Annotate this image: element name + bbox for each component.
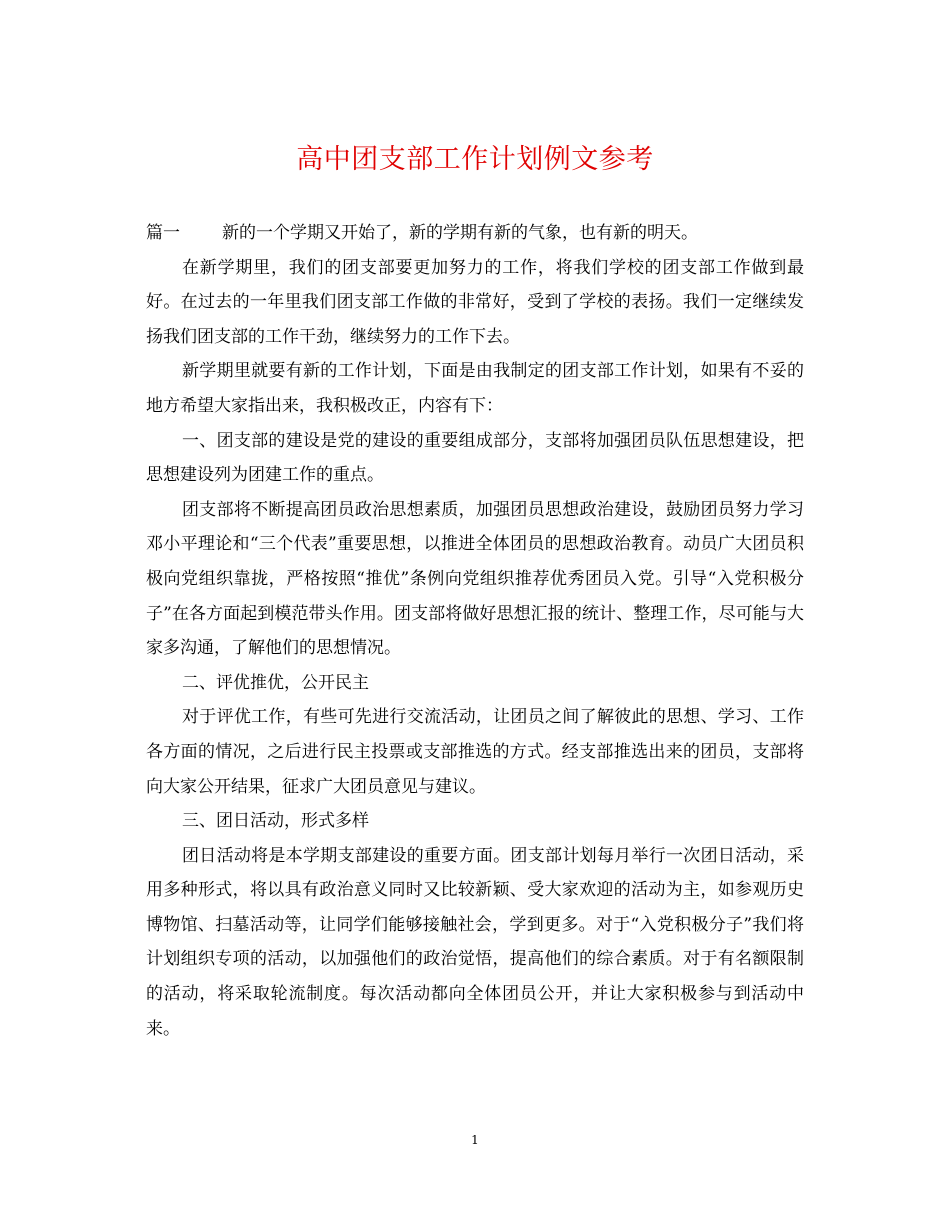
body-paragraph: 团日活动将是本学期支部建设的重要方面。团支部计划每月举行一次团日活动，采用多种形式，将以具有政治意义同时又比较新颖、受大家欢迎的活动为主，如参观历史博物馆、扫墓活动等，让同学们能够接触社会，学到更多。对于“入党积极分子”我们将计划组织专项的活动，以加强他们的政治觉悟，提高他们的综合素质。对于有名额限制的活动，将采取轮流制度。每次活动都向全体团员公开，并让大家积极参与到活动中来。 <box>146 845 804 1039</box>
section-heading: 二、评优推优，公开民主 <box>182 672 369 693</box>
intro-paragraph <box>146 216 804 251</box>
body-paragraph: 在新学期里，我们的团支部要更加努力的工作，将我们学校的团支部工作做到最好。在过去的一年里我们团支部工作做的非常好，受到了学校的表扬。我们一定继续发扬我们团支部的工作干劲，继续努力的工作下去。 <box>146 257 804 347</box>
page-number: 1 <box>471 1133 479 1147</box>
section-heading-paragraph: 一、团支部的建设是党的建设的重要组成部分，支部将加强团员队伍思想建设，把思想建设列为团建工作的重点。 <box>146 430 804 486</box>
section-heading: 三、团日活动，形式多样 <box>182 811 369 832</box>
document-title: 高中团支部工作计划例文参考 <box>296 144 654 175</box>
section-label: 篇一 <box>146 223 180 243</box>
document-body <box>146 216 804 1046</box>
body-paragraph: 对于评优工作，有些可先进行交流活动，让团员之间了解彼此的思想、学习、工作各方面的情况，之后进行民主投票或支部推选的方式。经支部推选出来的团员，支部将向大家公开结果，征求广大团员意见与建议。 <box>146 707 804 797</box>
body-paragraph: 新学期里就要有新的工作计划，下面是由我制定的团支部工作计划，如果有不妥的地方希望大家指出来，我积极改正，内容有下： <box>146 361 804 416</box>
intro-text: 新的一个学期又开始了，新的学期有新的气象，也有新的明天。 <box>222 223 698 243</box>
body-paragraph: 团支部将不断提高团员政治思想素质，加强团员思想政治建设，鼓励团员努力学习邓小平理论和“三个代表”重要思想，以推进全体团员的思想政治教育。动员广大团员积极向党组织靠拢，严格按照“推优”条例向党组织推荐优秀团员入党。引导“入党积极分子”在各方面起到模范带头作用。团支部将做好思想汇报的统计、整理工作，尽可能与大家多沟通，了解他们的思想情况。 <box>146 499 804 659</box>
